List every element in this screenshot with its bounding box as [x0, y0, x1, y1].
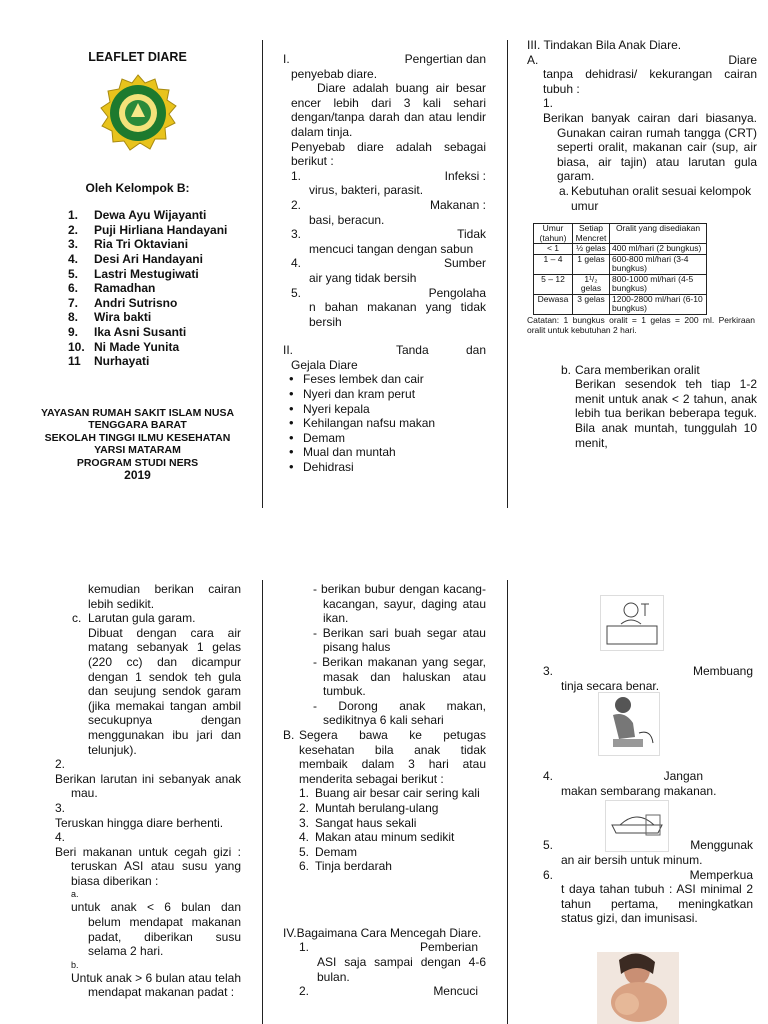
table-row: Dewasa 3 gelas 1200-2800 ml/hari (6-10 bungkus)	[534, 294, 707, 314]
member-item: 4. Desi Ari Handayani	[68, 251, 203, 266]
definition-text: Diare adalah buang air besar encer lebih dari 3 kali sehari dengan/tanpa darah dan atau lendir dalam tinja.	[291, 81, 486, 139]
food-item: - Berikan makanan yang segar, masak dan haluskan atau tumbuk.	[313, 654, 486, 699]
symptom-item: • Nyeri kepala	[285, 402, 486, 417]
leaflet-title: LEAFLET DIARE	[88, 50, 187, 64]
institution-logo	[98, 73, 178, 153]
prevention-list	[543, 664, 753, 926]
referral-item: 2. Muntah berulang-ulang	[299, 800, 439, 815]
member-item: 9. Ika Asni Susanti	[68, 324, 187, 339]
sugar-salt-text: Dibuat dengan cara air matang sebanyak 1 gelas (220 cc) dan dicampur dengan 1 sendok teh gula dan seujung sendok garam (jika memakai tangan ambil secukupnya dengan menggunakan ibu jari dan telunjuk).	[88, 625, 241, 757]
referral-item: 3. Sangat haus sekali	[299, 815, 417, 830]
table-row: 1 – 4 1 gelas 600-800 ml/hari (3-4 bungkus)	[534, 254, 707, 274]
column-divider	[507, 40, 508, 508]
food-list	[283, 582, 486, 728]
symptom-list	[283, 372, 486, 474]
breastfeeding-photo	[597, 952, 679, 1024]
cause-item: 5. Pengolaha n bahan makanan yang tidak bersih	[291, 285, 486, 329]
cause-item: 3. Tidak mencuci tangan dengan sabun	[291, 227, 486, 256]
symptom-item: • Feses lembek dan cair	[285, 372, 486, 387]
referral-item: 1. Buang air besar cair sering kali	[299, 786, 480, 801]
handwashing-icon	[601, 596, 663, 650]
member-item: 7. Andri Sutrisno	[68, 295, 178, 310]
column-divider	[262, 580, 263, 1024]
member-item: 2. Puji Hirliana Handayani	[68, 222, 228, 237]
action-text: Berikan banyak cairan dari biasanya. Gunakan cairan rumah tangga (CRT) seperti oralit, makanan cair (sup, air biasa, air tajin) atau larutan gula garam.	[543, 110, 757, 184]
section-3-heading: III. Tindakan Bila Anak Diare.	[527, 38, 682, 52]
institution-block: YAYASAN RUMAH SAKIT ISLAM NUSA TENGGARA BARAT SEKOLAH TINGGI ILMU KESEHATAN YARSI MATARAM PROGRAM STUDI NERS 2019	[40, 406, 235, 483]
cause-item: 4. Sumber air yang tidak bersih	[291, 256, 486, 285]
mid-bottom-panel: - berikan bubur dengan kacang-kacangan, sayur, daging atau ikan. - Berikan sari buah segar atau pisang halus - Berikan makanan yang segar, masak dan haluskan atau tumbuk. - Dorong anak makan, sedikitnya 6 kali sehari B. Segera bawa ke petugas kesehatan bila anak tidak membaik dalam 3 hari atau menderita sebagai berikut : 1. Buang air besar cair sering kali 2. Muntah berulang-ulang 3. Sangat haus sekali 4. Makan atau minum sedikit 5. Demam 6. Tinja berdarah IV.Bagaimana Cara Mencegah Diare. 1. Pemberian ASI saja sampai dengan 4-6 bulan. 2. Mencuci	[283, 582, 486, 999]
group-heading: Oleh Kelompok B:	[85, 180, 190, 195]
cause-item: 2. Makanan : basi, beracun.	[291, 197, 486, 227]
food-item: - Berikan sari buah segar atau pisang halus	[313, 625, 486, 655]
food-item: - berikan bubur dengan kacang-kacangan, sayur, daging atau ikan.	[313, 582, 486, 626]
symptom-item: • Dehidrasi	[285, 460, 486, 475]
section-2-heading: II. Tanda dan	[283, 343, 486, 358]
referral-item: 5. Demam	[299, 844, 358, 859]
symptom-item: • Demam	[285, 431, 486, 446]
handwashing-illustration	[600, 595, 664, 651]
section-action: III. Tindakan Bila Anak Diare. A. Diare tanpa dehidrasi/ kekurangan cairan tubuh : 1. Berikan banyak cairan dari biasanya. Gunakan cairan rumah tangga (CRT) seperti oralit, makanan cair (sup, air biasa, air tajin) atau larutan gula garam. a. Kebutuhan oralit sesuai kelompok umur Umur (tahun) Setiap Mencret Oralit yang disediakan < 1 ½ gelas 400 ml/hari (2 bungkus) 1 – 4 1 gelas 600-800 ml/hari (3-4 bungkus) 5 – 12 1¹/₂ gelas 800-1000 ml/hari (4-5 bungkus) Dewasa 3 gelas 1200-2800 ml/hari (6-10 bungkus) Catatan: 1 bungkus oralit = 1 gelas = 200 ml. Perkiraan oralit untuk kebutuhan 2 hari. b. Cara memberikan oralit Berikan sesendok teh tiap 1-2 menit untuk anak < 2 tahun, anak lebih tua berikan beberapa teguk. Bila anak muntah, tunggulah 10 menit,	[527, 38, 757, 450]
table-row: < 1 ½ gelas 400 ml/hari (2 bungkus)	[534, 244, 707, 255]
left-bottom-panel: kemudian berikan cairan lebih sedikit. c. Larutan gula garam. Dibuat dengan cara air matang sebanyak 1 gelas (220 cc) dan dicampur dengan 1 sendok teh gula dan seujung sendok garam (jika memakai tangan ambil secukupnya dengan menggunakan ibu jari dan telunjuk). 2. Berikan larutan ini sebanyak anak mau. 3. Teruskan hingga diare berhenti. 4. Beri makanan untuk cegah gizi : teruskan ASI atau susu yang biasa diberikan : a. untuk anak < 6 bulan dan belum mendapat makanan padat, diberikan susu selama 2 hari. b. Untuk anak > 6 bulan atau telah mendapat makanan padat :	[55, 582, 241, 1000]
member-item: 10. Ni Made Yunita	[68, 339, 180, 354]
section-4-heading: IV.Bagaimana Cara Mencegah Diare.	[283, 925, 482, 940]
section-1-heading: I. Pengertian dan	[283, 52, 486, 66]
logo-emblem-icon	[98, 73, 178, 153]
cause-list	[283, 169, 486, 330]
column-divider	[262, 40, 263, 508]
member-item: 11 Nurhayati	[68, 354, 150, 369]
table-row: 5 – 12 1¹/₂ gelas 800-1000 ml/hari (4-5 bungkus)	[534, 274, 707, 294]
member-list	[68, 208, 245, 369]
food-item: - Dorong anak makan, sedikitnya 6 kali sehari	[313, 698, 486, 728]
symptom-item: • Nyeri dan kram perut	[285, 387, 486, 402]
symptom-item: • Kehilangan nafsu makan	[285, 416, 486, 431]
prevention-item: 4. Jangan makan sembarang makanan.	[543, 769, 717, 798]
prevention-item: 6. Memperkua t daya tahan tubuh : ASI minimal 2 tahun pertama, meningkatkan status gizi, dan imunisasi.	[543, 867, 753, 926]
column-divider	[507, 580, 508, 1024]
cover-panel	[30, 50, 245, 482]
member-item: 1. Dewa Ayu Wijayanti	[68, 208, 207, 223]
cause-item: 1. Infeksi : virus, bakteri, parasit.	[291, 168, 486, 198]
oralit-method-text: Berikan sesendok teh tiap 1-2 menit untuk anak < 2 tahun, anak lebih tua berikan beberapa teguk. Bila anak muntah, tunggulah 10 menit,	[575, 377, 757, 450]
referral-text: Segera bawa ke petugas kesehatan bila anak tidak membaik dalam 3 hari atau menderita sebagai berikut :	[299, 727, 486, 786]
table-header-row: Umur (tahun) Setiap Mencret Oralit yang disediakan	[534, 224, 707, 244]
prevention-item: 3. Membuang tinja secara benar.	[543, 664, 753, 693]
member-item: 3. Ria Tri Oktaviani	[68, 237, 189, 252]
member-item: 5. Lastri Mestugiwati	[68, 266, 199, 281]
mother-baby-icon	[597, 952, 679, 1024]
cause-intro: Penyebab diare adalah sebagai berikut :	[291, 139, 486, 169]
table-note: Catatan: 1 bungkus oralit = 1 gelas = 200 ml. Perkiraan oralit untuk kebutuhan 2 hari.	[527, 314, 755, 335]
section-definition: I. Pengertian dan penyebab diare. Diare adalah buang air besar encer lebih dari 3 kali sehari dengan/tanpa darah dan atau lendir dalam tinja. Penyebab diare adalah sebagai berikut : 1. Infeksi : virus, bakteri, parasit. 2. Makanan : basi, beracun. 3. Tidak mencuci tangan dengan sabun 4. Sumber air yang tidak bersih 5. Pengolaha n bahan makanan yang tidak bersih II. Tanda dan Gejala Diare • Feses lembek dan cair • Nyeri dan kram perut • Nyeri kepala • Kehilangan nafsu makan • Demam • Mual dan muntah • Dehidrasi	[283, 52, 486, 475]
oralit-table	[533, 223, 707, 315]
member-item: 6. Ramadhan	[68, 281, 156, 296]
member-item: 8. Wira bakti	[68, 310, 152, 325]
referral-item: 6. Tinja berdarah	[299, 859, 392, 874]
symptom-item: • Mual dan muntah	[285, 445, 486, 460]
referral-list	[283, 786, 486, 874]
prevention-item: 5. Menggunak an air bersih untuk minum.	[543, 838, 753, 867]
referral-item: 4. Makan atau minum sedikit	[299, 830, 455, 845]
